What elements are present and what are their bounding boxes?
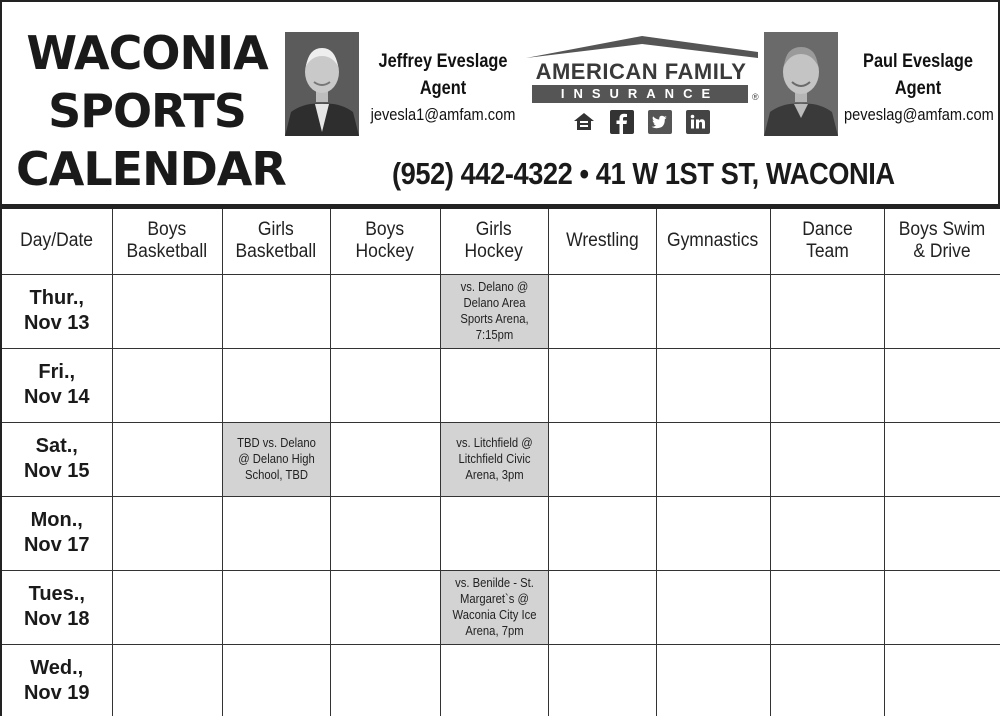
agent-name: Jeffrey Eveslage [378, 51, 508, 72]
event-cell [222, 422, 330, 496]
equal-housing-icon [572, 110, 596, 134]
empty-cell [656, 570, 770, 644]
social-icons [572, 110, 722, 136]
column-header-label: Boys Basketball [126, 219, 208, 263]
day-date-cell: Thur., Nov 13 [1, 274, 112, 348]
page-title [16, 24, 286, 198]
table-row [1, 274, 1000, 348]
empty-cell [112, 422, 222, 496]
empty-cell [112, 274, 222, 348]
column-header [884, 208, 1000, 274]
column-header [770, 208, 884, 274]
linkedin-icon[interactable] [686, 110, 710, 134]
header [0, 0, 1000, 207]
column-header-label: Gymnastics [667, 230, 759, 252]
contact-phone-address: (952) 442-4322 • 41 W 1ST ST, WACONIA [392, 156, 895, 191]
event-text: vs. Benilde - St. Margaret`s @ Waconia City Ice Arena, 7pm [451, 576, 536, 638]
logo-name: AMERICAN FAMILY [535, 59, 747, 84]
agent-role: Agent [894, 78, 942, 99]
table-header-row [1, 208, 1000, 274]
empty-cell [548, 644, 656, 716]
column-header-label: Girls Hockey [464, 219, 524, 263]
empty-cell [884, 570, 1000, 644]
column-header [440, 208, 548, 274]
empty-cell [440, 348, 548, 422]
agent-email-link[interactable]: jevesla1@amfam.com [370, 105, 516, 124]
empty-cell [222, 644, 330, 716]
empty-cell [112, 496, 222, 570]
agent-info-jeffrey [354, 48, 532, 128]
table-row [1, 422, 1000, 496]
event-text: TBD vs. Delano @ Delano High School, TBD [236, 436, 316, 482]
column-header [656, 208, 770, 274]
empty-cell [884, 348, 1000, 422]
empty-cell [222, 274, 330, 348]
sports-calendar-table [0, 207, 1000, 716]
day-date-cell: Fri., Nov 14 [1, 348, 112, 422]
event-cell [440, 570, 548, 644]
empty-cell [440, 644, 548, 716]
facebook-icon[interactable] [610, 110, 634, 134]
empty-cell [330, 422, 440, 496]
day-date-cell: Tues., Nov 18 [1, 570, 112, 644]
empty-cell [548, 570, 656, 644]
day-date-cell: Mon., Nov 17 [1, 496, 112, 570]
empty-cell [222, 570, 330, 644]
empty-cell [112, 348, 222, 422]
empty-cell [770, 274, 884, 348]
event-cell [440, 274, 548, 348]
empty-cell [770, 422, 884, 496]
agent-role: Agent [419, 78, 467, 99]
title-line-2: SPORTS [48, 84, 246, 138]
empty-cell [770, 570, 884, 644]
person-portrait-icon [764, 32, 838, 136]
title-line-1: WACONIA [26, 26, 268, 80]
agent-photo-paul [764, 32, 838, 136]
twitter-icon[interactable] [648, 110, 672, 134]
empty-cell [112, 570, 222, 644]
column-header-label: Dance Team [801, 219, 853, 263]
column-header [548, 208, 656, 274]
event-cell [440, 422, 548, 496]
empty-cell [656, 422, 770, 496]
column-header [222, 208, 330, 274]
event-text: vs. Delano @ Delano Area Sports Arena, 7:15pm [459, 280, 529, 342]
logo-subtitle: INSURANCE [532, 85, 748, 103]
agent-info-paul [832, 48, 1000, 128]
american-family-insurance-logo [524, 34, 762, 144]
event-text: vs. Litchfield @ Litchfield Civic Arena, 3pm [455, 436, 533, 482]
column-header [1, 208, 112, 274]
empty-cell [330, 644, 440, 716]
empty-cell [770, 496, 884, 570]
empty-cell [548, 422, 656, 496]
empty-cell [884, 422, 1000, 496]
column-header-label: Girls Basketball [235, 219, 317, 263]
column-header [330, 208, 440, 274]
empty-cell [656, 644, 770, 716]
empty-cell [222, 496, 330, 570]
empty-cell [884, 274, 1000, 348]
column-header-label: Boys Swim & Drive [899, 219, 986, 263]
empty-cell [656, 274, 770, 348]
day-date-cell: Wed., Nov 19 [1, 644, 112, 716]
empty-cell [330, 274, 440, 348]
title-line-3: CALENDAR [16, 142, 286, 196]
empty-cell [548, 274, 656, 348]
empty-cell [770, 348, 884, 422]
column-header-label: Boys Hockey [355, 219, 415, 263]
registered-mark: ® [752, 92, 759, 102]
agent-name: Paul Eveslage [863, 51, 973, 72]
empty-cell [330, 570, 440, 644]
agent-photo-jeffrey [285, 32, 359, 136]
empty-cell [770, 644, 884, 716]
column-header-label: Wrestling [565, 230, 639, 252]
empty-cell [884, 496, 1000, 570]
table-row [1, 496, 1000, 570]
empty-cell [884, 644, 1000, 716]
empty-cell [548, 348, 656, 422]
empty-cell [656, 348, 770, 422]
column-header-label: Day/Date [20, 230, 94, 252]
person-portrait-icon [285, 32, 359, 136]
table-row [1, 644, 1000, 716]
table-body [1, 274, 1000, 716]
empty-cell [330, 348, 440, 422]
column-header [112, 208, 222, 274]
empty-cell [222, 348, 330, 422]
table-row [1, 570, 1000, 644]
empty-cell [112, 644, 222, 716]
empty-cell [440, 496, 548, 570]
empty-cell [330, 496, 440, 570]
roof-icon [526, 34, 758, 60]
empty-cell [548, 496, 656, 570]
agent-email-link[interactable]: peveslag@amfam.com [844, 105, 994, 124]
table-row [1, 348, 1000, 422]
day-date-cell: Sat., Nov 15 [1, 422, 112, 496]
empty-cell [656, 496, 770, 570]
